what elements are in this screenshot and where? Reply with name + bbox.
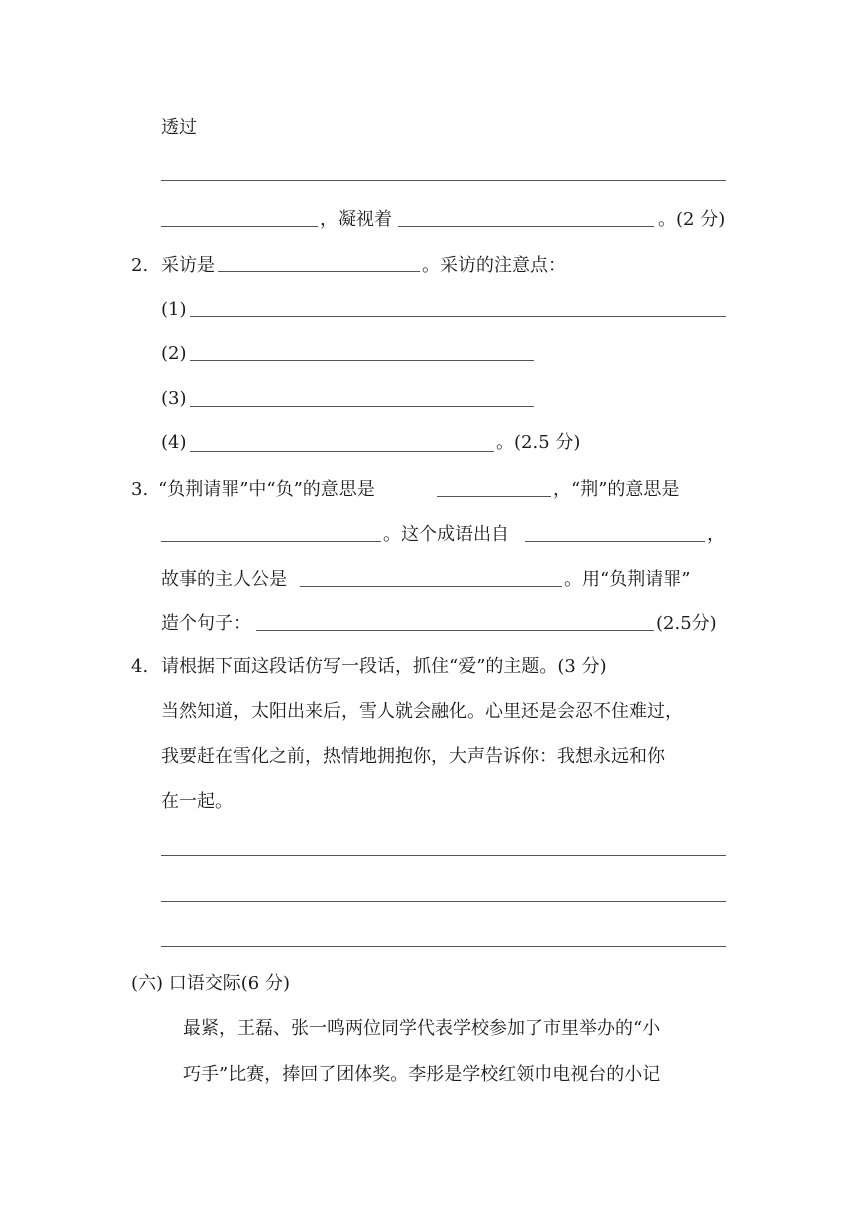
q3-score: (2.5分) [656,613,717,634]
q4-passage-line-1: 当然知道，太阳出来后，雪人就会融化。心里还是会忍不住难过， [161,701,683,722]
q4-passage-line-3: 在一起。 [161,791,233,812]
q3-part7: 造个句子： [161,613,251,634]
answer-line[interactable] [161,946,726,947]
answer-blank[interactable] [190,406,534,407]
answer-line[interactable] [161,901,726,902]
answer-line[interactable] [161,855,726,856]
q2-score: 。(2.5 分) [496,432,581,453]
q2-item-1: (1) [161,299,187,320]
answer-blank[interactable] [190,451,494,452]
q2-item-3: (3) [161,388,187,409]
q1-score: 。(2 分) [658,209,726,230]
q1-mid: ，凝视着 [320,209,392,230]
q3-number: 3. [131,479,149,500]
q3-part2: ，“荆”的意思是 [553,479,680,500]
answer-blank[interactable] [300,586,562,587]
q3-part5: 故事的主人公是 [161,569,287,590]
section-text-line-1: 最紧，王磊、张一鸣两位同学代表学校参加了市里举办的“小 [183,1018,661,1039]
q3-part1: “负荆请罪”中“负”的意思是 [158,479,375,500]
answer-blank[interactable] [256,630,654,631]
q3-part3: 。这个成语出自 [383,524,509,545]
answer-blank[interactable] [190,316,726,317]
q4-prompt: 请根据下面这段话仿写一段话，抓住“爱”的主题。(3 分) [161,656,607,677]
section-text-line-2: 巧手”比赛，捧回了团体奖。李彤是学校红领巾电视台的小记 [183,1064,661,1085]
q1-lead: 透过 [161,117,197,138]
q3-part4: ， [707,524,725,545]
answer-blank[interactable] [437,496,551,497]
answer-blank[interactable] [398,226,654,227]
q4-number: 4. [131,656,149,677]
answer-blank[interactable] [525,541,705,542]
section-heading: (六) 口语交际(6 分) [131,973,290,994]
answer-blank[interactable] [161,541,381,542]
answer-blank[interactable] [161,226,318,227]
answer-blank[interactable] [190,360,534,361]
q2-item-2: (2) [161,343,187,364]
q4-passage-line-2: 我要赶在雪化之前，热情地拥抱你，大声告诉你：我想永远和你 [161,746,665,767]
q2-number: 2. [131,255,149,276]
answer-blank[interactable] [218,271,420,272]
q3-part6: 。用“负荆请罪” [564,569,691,590]
q2-label: 采访是 [161,255,215,276]
q2-after: 。采访的注意点： [422,255,566,276]
q2-item-4: (4) [161,432,187,453]
answer-line[interactable] [161,180,726,181]
